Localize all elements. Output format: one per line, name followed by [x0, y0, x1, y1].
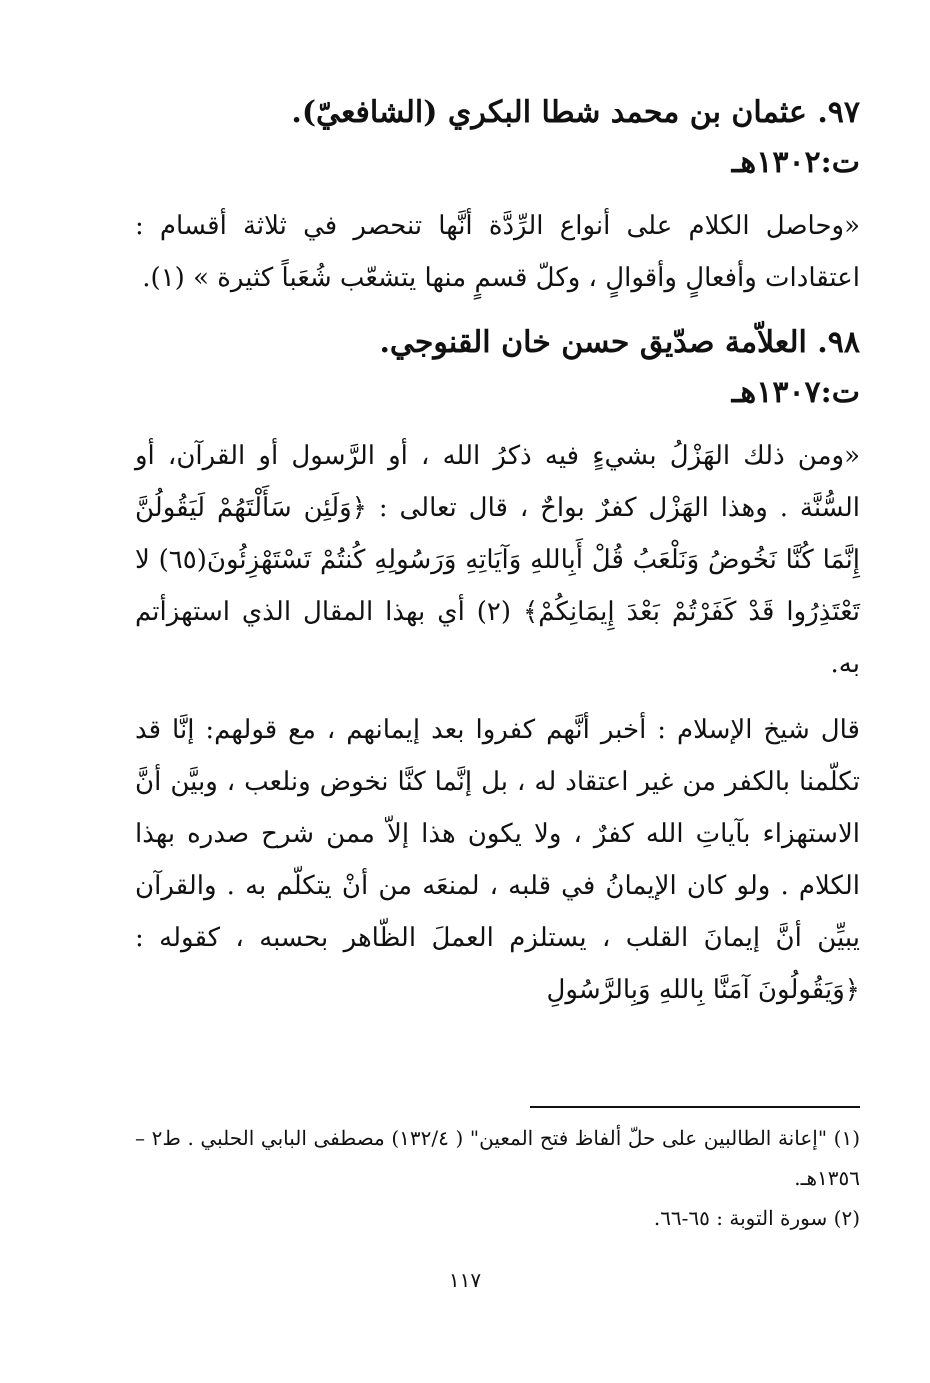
- main-text: [135, 88, 860, 1030]
- quote-paragraph: قال شيخ الإسلام : أخبر أنَّهم كفروا بعد إيمانهم ، مع قولهم: إنَّا قد تكلّمنا بالكفر من غير اعتقاد له ، بل إنَّما كنَّا نخوض ونلعب ، وبيَّن أنَّ الاستهزاء بآياتِ الله كفرٌ ، ولا يكون هذا إلاّ ممن شرح صدره بهذا الكلام . ولو كان الإيمانُ في قلبه ، لمنعَه من أنْ يتكلّم به . والقرآن يبيِّن أنَّ إيمانَ القلب ، يستلزم العملَ الظّاهر بحسبه ، كقوله : ﴿وَيَقُولُونَ آمَنَّا بِاللهِ وَبِالرَّسُولِ: [135, 715, 860, 1005]
- footnotes: [135, 1118, 860, 1238]
- entry-death-date: ت:١٣٠٢هـ: [731, 145, 860, 180]
- entry-death-date: ت:١٣٠٧هـ: [731, 375, 860, 410]
- footnote: (١) "إعانة الطالبين على حلّ ألفاظ فتح المعين" ( ١٣٢/٤) مصطفى البابي الحلبي . ط٢ – ١٣٥٦هـ.: [135, 1126, 860, 1190]
- quote-paragraph: «ومن ذلك الهَزْلُ بشيءٍ فيه ذكرُ الله ، أو الرَّسول أو القرآن، أو السُّنَّة . وهذا الهَزْل كفرٌ بواحٌ ، قال تعالى : ﴿وَلَئِن سَأَلْتَهُمْ لَيَقُولُنَّ إِنَّمَا كُنَّا نَخُوضُ وَنَلْعَبُ قُلْ أَبِاللهِ وَآيَاتِهِ وَرَسُولِهِ كُنتُمْ تَسْتَهْزِئُونَ(٦٥) لا تَعْتَذِرُوا قَدْ كَفَرْتُمْ بَعْدَ إِيمَانِكُمْ﴾ (٢) أي بهذا المقال الذي استهزأتم به.: [135, 441, 860, 679]
- entry-heading: ٩٧. عثمان بن محمد شطا البكري (الشافعيّ).: [291, 95, 860, 130]
- quote-paragraph: «وحاصل الكلام على أنواع الرِّدَّة أنَّها تنحصر في ثلاثة أقسام : اعتقادات وأفعالٍ وأقوالٍ ، وكلّ قسمٍ منها يتشعّب شُعَباً كثيرة » (١).: [135, 211, 860, 293]
- footnote: (٢) سورة التوبة : ٦٥-٦٦.: [653, 1206, 860, 1230]
- page-number: ١١٧: [448, 1268, 482, 1292]
- entry-heading: ٩٨. العلاّمة صدّيق حسن خان القنوجي.: [379, 325, 860, 360]
- footnote-divider: [530, 1106, 860, 1108]
